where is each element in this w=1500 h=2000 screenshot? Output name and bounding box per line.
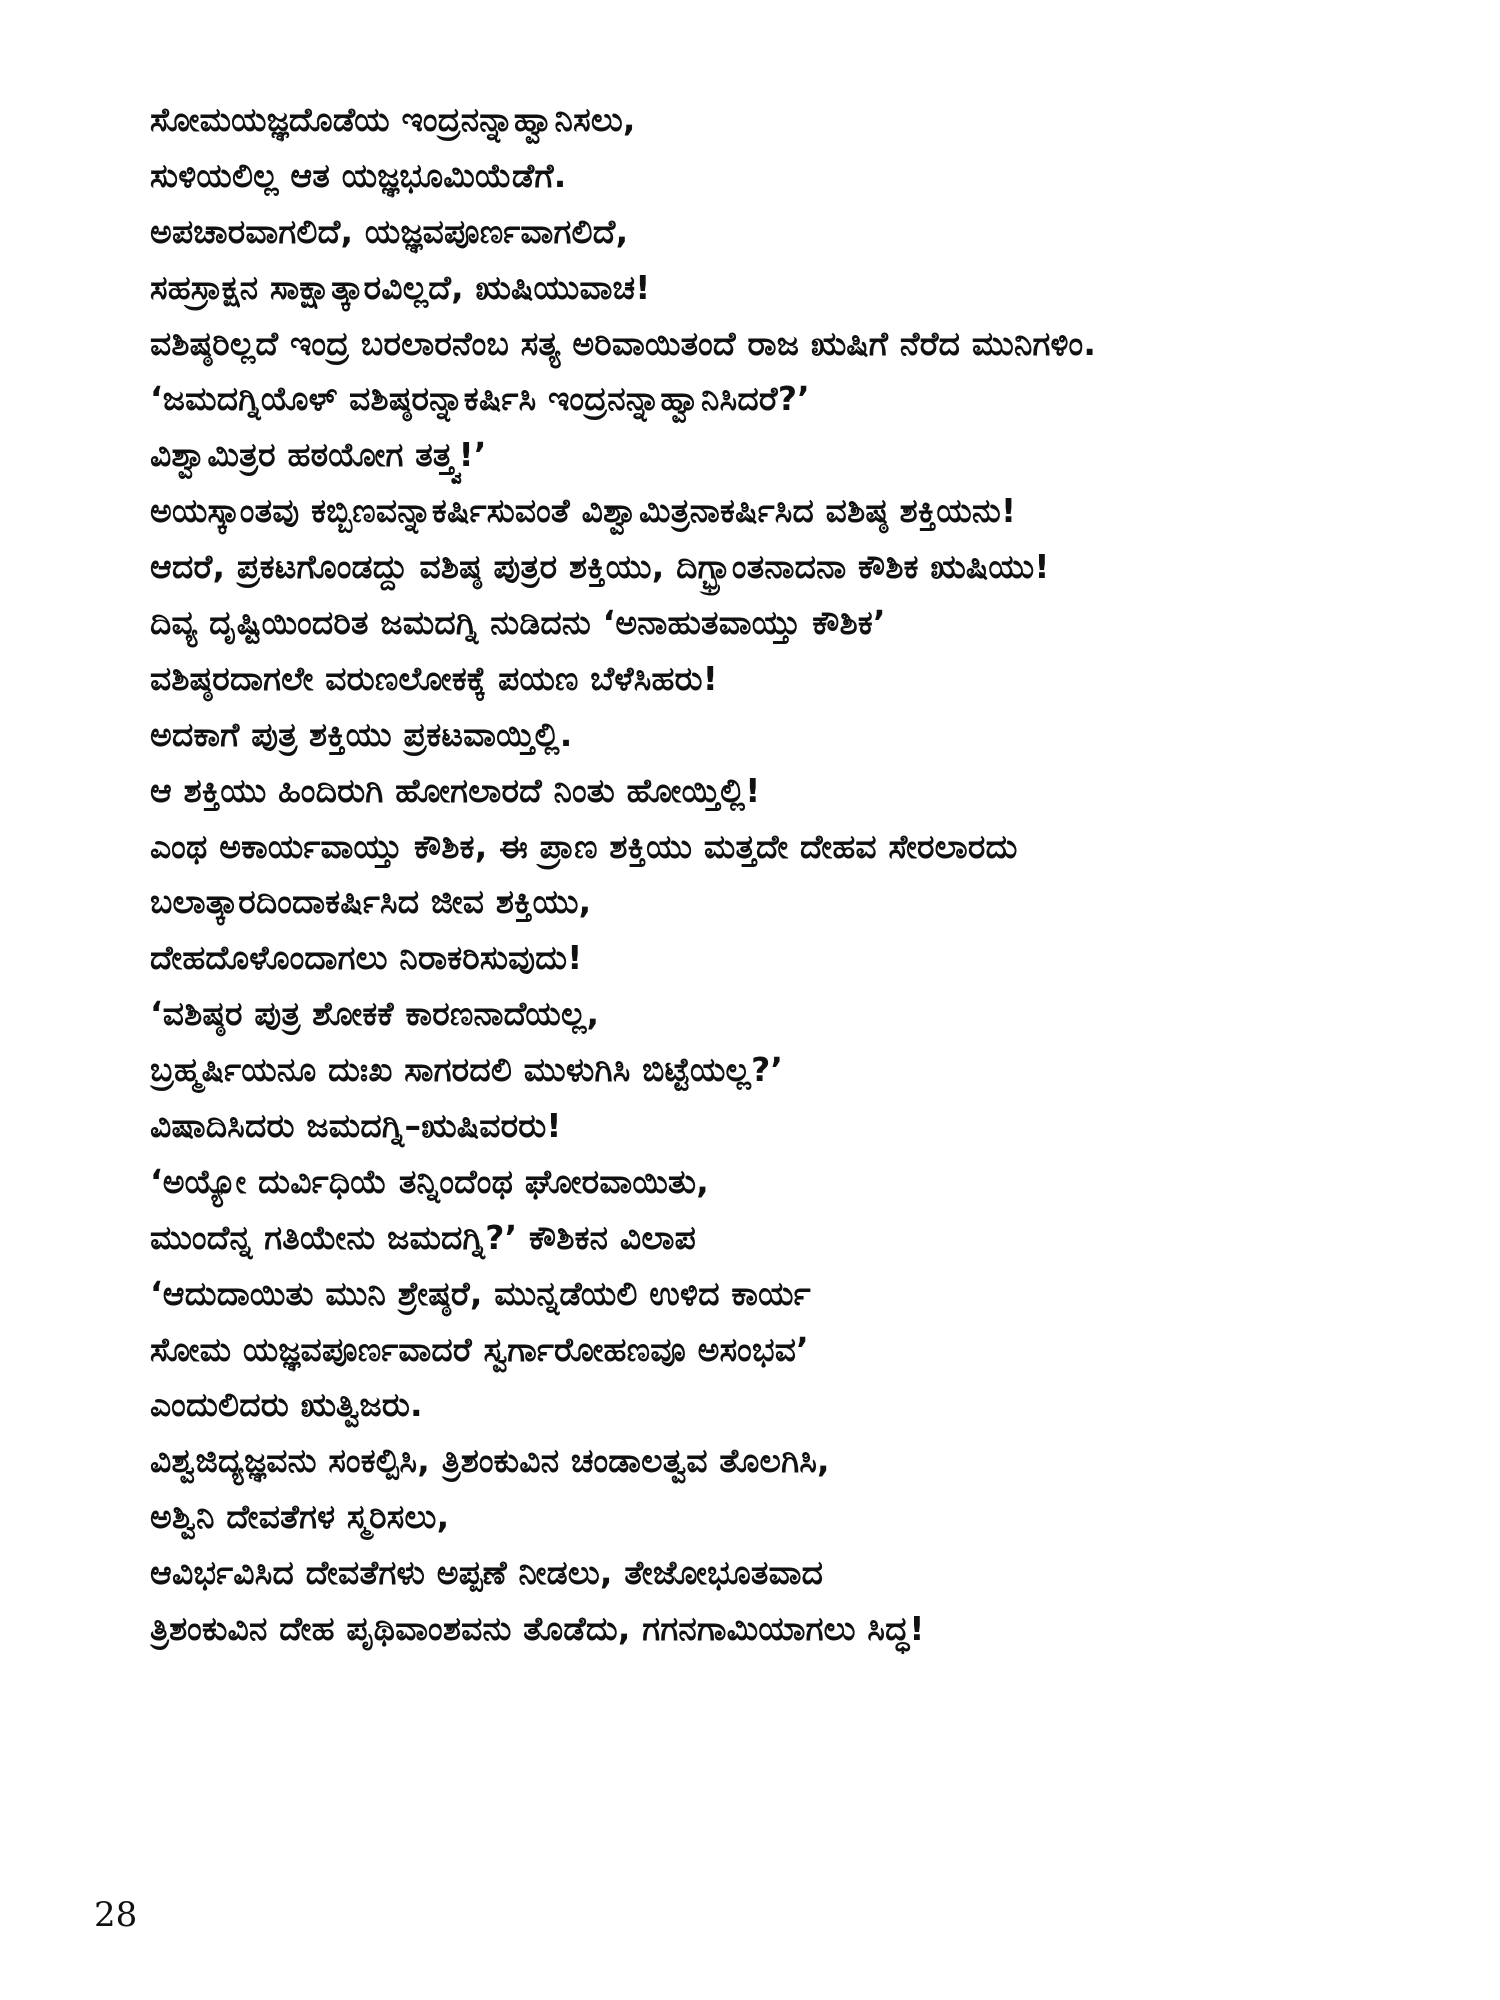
poem-line: ಬಲಾತ್ಕಾರದಿಂದಾಕರ್ಷಿಸಿದ ಜೀವ ಶಕ್ತಿಯು, bbox=[150, 882, 592, 922]
page-number: 28 bbox=[94, 1895, 138, 1935]
poem-line: ಸಹಸ್ರಾಕ್ಷನ ಸಾಕ್ಷಾತ್ಕಾರವಿಲ್ಲದೆ, ಋಷಿಯುವಾಚ! bbox=[150, 267, 651, 307]
poem-line: ಸೋಮಯಜ್ಞದೊಡೆಯ ಇಂದ್ರನನ್ನಾಹ್ವಾನಿಸಲು, bbox=[150, 100, 636, 139]
poem-line: ಆದರೆ, ಪ್ರಕಟಗೊಂಡದ್ದು ವಶಿಷ್ಠ ಪುತ್ರರ ಶಕ್ತಿಯು, ದಿಗ್ಭ್ರಾಂತನಾದನಾ ಕೌಶಿಕ ಋಷಿಯು! bbox=[150, 547, 1050, 587]
poem-line: ‘ಆದುದಾಯಿತು ಮುನಿ ಶ್ರೇಷ್ಠರೆ, ಮುನ್ನಡೆಯಲಿ ಉಳಿದ ಕಾರ್ಯ bbox=[150, 1273, 811, 1313]
poem-line: ಅಶ್ವಿನಿ ದೇವತೆಗಳ ಸ್ಮರಿಸಲು, bbox=[150, 1497, 450, 1537]
poem-line: ವಿಶ್ವಾಮಿತ್ರರ ಹಠಯೋಗ ತತ್ತ್ವ!’ bbox=[150, 435, 487, 475]
poem-line: ಅಯಸ್ಕಾಂತವು ಕಬ್ಬಿಣವನ್ನಾಕರ್ಷಿಸುವಂತೆ ವಿಶ್ವಾಮಿತ್ರನಾಕರ್ಷಿಸಿದ ವಶಿಷ್ಠ ಶಕ್ತಿಯನು! bbox=[150, 491, 1017, 531]
poem-line: ವಶಿಷ್ಠರಿಲ್ಲದೆ ಇಂದ್ರ ಬರಲಾರನೆಂಬ ಸತ್ಯ ಅರಿವಾಯಿತಂದೆ ರಾಜ ಋಷಿಗೆ ನೆರೆದ ಮುನಿಗಳಿಂ. bbox=[150, 323, 1097, 363]
poem-line: ವಶಿಷ್ಠರದಾಗಲೇ ವರುಣಲೋಕಕ್ಕೆ ಪಯಣ ಬೆಳೆಸಿಹರು! bbox=[150, 658, 718, 698]
poem-line: ಎಂಥ ಅಕಾರ್ಯವಾಯ್ತು ಕೌಶಿಕ, ಈ ಪ್ರಾಣ ಶಕ್ತಿಯು ಮತ್ತದೇ ದೇಹವ ಸೇರಲಾರದು bbox=[150, 826, 1018, 866]
poem-line: ಸುಳಿಯಲಿಲ್ಲ ಆತ ಯಜ್ಞಭೂಮಿಯೆಡೆಗೆ. bbox=[150, 155, 567, 195]
poem-line: ‘ಅಯ್ಯೋ ದುರ್ವಿಧಿಯೆ ತನ್ನಿಂದೆಂಥ ಘೋರವಾಯಿತು, bbox=[150, 1161, 709, 1201]
poem-body bbox=[150, 92, 1470, 1657]
poem-line: ಆ ಶಕ್ತಿಯು ಹಿಂದಿರುಗಿ ಹೋಗಲಾರದೆ ನಿಂತು ಹೋಯ್ತಿಲ್ಲಿ! bbox=[150, 770, 761, 810]
poem-line: ದಿವ್ಯ ದೃಷ್ಟಿಯಿಂದರಿತ ಜಮದಗ್ನಿ ನುಡಿದನು ‘ಅನಾಹುತವಾಯ್ತು ಕೌಶಿಕ’ bbox=[150, 603, 886, 643]
poem-line: ಅದಕಾಗೆ ಪುತ್ರ ಶಕ್ತಿಯು ಪ್ರಕಟವಾಯ್ತಿಲ್ಲಿ. bbox=[150, 714, 573, 754]
poem-line: ಬ್ರಹ್ಮರ್ಷಿಯನೂ ದುಃಖ ಸಾಗರದಲಿ ಮುಳುಗಿಸಿ ಬಿಟ್ಟೆಯಲ್ಲ?’ bbox=[150, 1050, 784, 1090]
poem-line: ಅಪಚಾರವಾಗಲಿದೆ, ಯಜ್ಞವಪೂರ್ಣವಾಗಲಿದೆ, bbox=[150, 211, 629, 251]
poem-line: ಎಂದುಲಿದರು ಋತ್ವಿಜರು. bbox=[150, 1385, 423, 1425]
poem-line: ಸೋಮ ಯಜ್ಞವಪೂರ್ಣವಾದರೆ ಸ್ವರ್ಗಾರೋಹಣವೂ ಅಸಂಭವ’ bbox=[150, 1329, 809, 1369]
poem-line: ‘ವಶಿಷ್ಠರ ಪುತ್ರ ಶೋಕಕೆ ಕಾರಣನಾದೆಯಲ್ಲ, bbox=[150, 994, 600, 1034]
poem-line: ಮುಂದೆನ್ನ ಗತಿಯೇನು ಜಮದಗ್ನಿ?’ ಕೌಶಿಕನ ವಿಲಾಪ bbox=[150, 1217, 696, 1257]
poem-line: ಆವಿರ್ಭವಿಸಿದ ದೇವತೆಗಳು ಅಪ್ಪಣೆ ನೀಡಲು, ತೇಜೋಭೂತವಾದ bbox=[150, 1553, 824, 1593]
poem-line: ‘ಜಮದಗ್ನಿಯೊಳ್ ವಶಿಷ್ಠರನ್ನಾಕರ್ಷಿಸಿ ಇಂದ್ರನನ್ನಾಹ್ವಾನಿಸಿದರೆ?’ bbox=[150, 379, 810, 419]
poem-line: ವಿಷಾದಿಸಿದರು ಜಮದಗ್ನಿ–ಋಷಿವರರು! bbox=[150, 1106, 562, 1146]
poem-line: ವಿಶ್ವಜಿದ್ಯಜ್ಞವನು ಸಂಕಲ್ಪಿಸಿ, ತ್ರಿಶಂಕುವಿನ ಚಂಡಾಲತ್ವವ ತೊಲಗಿಸಿ, bbox=[150, 1441, 830, 1481]
poem-line: ದೇಹದೊಳೊಂದಾಗಲು ನಿರಾಕರಿಸುವುದು! bbox=[150, 938, 583, 978]
poem-line: ತ್ರಿಶಂಕುವಿನ ದೇಹ ಪೃಥಿವಾಂಶವನು ತೊಡೆದು, ಗಗನಗಾಮಿಯಾಗಲು ಸಿದ್ಧ! bbox=[150, 1609, 925, 1649]
